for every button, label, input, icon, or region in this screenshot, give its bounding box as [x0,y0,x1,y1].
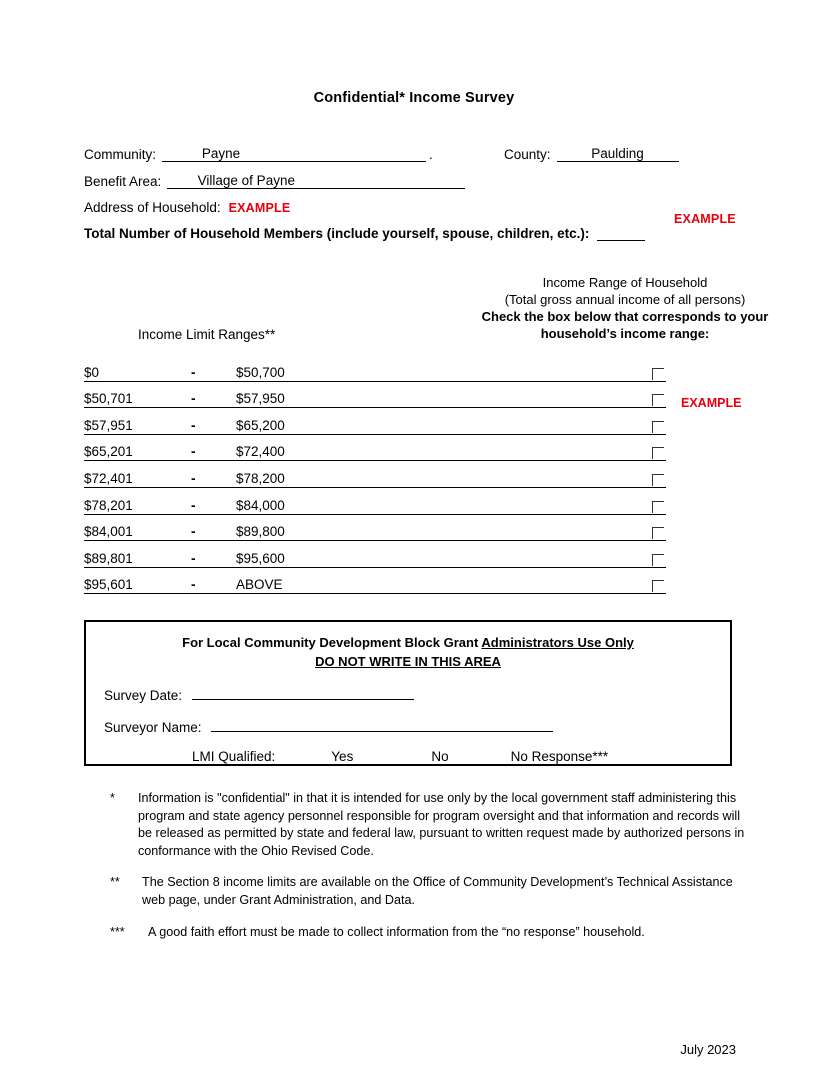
household-members-label: Total Number of Household Members (include yourself, spouse, children, etc.): [84,226,590,241]
range-low: $57,951 [84,417,133,433]
county-value[interactable]: Paulding [557,146,679,162]
benefit-area-extra-rule[interactable] [325,173,465,189]
lmi-qualified-label: LMI Qualified: [192,749,276,764]
benefit-area-row [84,173,465,189]
row-rule [84,434,666,435]
row-rule [84,487,666,488]
range-dash: - [191,364,196,380]
footnote-3-marker: *** [110,924,125,939]
range-low: $72,401 [84,470,133,486]
footnote-2-marker: ** [110,875,120,890]
survey-date-row [104,684,730,703]
table-row [84,387,666,414]
range-high: $84,000 [236,497,285,513]
range-dash: - [191,417,196,433]
income-range-header-line3: Check the box below that corresponds to your [481,309,769,324]
table-row [84,413,666,440]
income-range-header-line4: household’s income range: [540,326,710,341]
footnote-1 [110,790,750,860]
table-row [84,573,666,600]
admin-box-heading [86,633,730,671]
household-members-row [84,225,645,241]
footnote-1-text: Information is "confidential" in that it is intended for use only by the local government staff administering this program and state agency personnel responsible for program oversight and that information and records will be released as permitted by state and federal law, pursuant to written request made by authorized persons in conformance with the Ohio Revised Code. [138,791,745,858]
row-rule [84,593,666,594]
household-members-value[interactable] [597,225,645,241]
admin-heading-part1: For Local Community Development Block Grant [182,635,482,650]
date-stamp: July 2023 [680,1042,736,1057]
footnote-2 [110,874,750,909]
lmi-option-no[interactable]: No [431,749,449,764]
income-limit-ranges-label: Income Limit Ranges** [138,327,276,342]
footnote-3-text: A good faith effort must be made to collect information from the “no response” household. [148,924,645,939]
footnotes [110,790,750,955]
checkbox-income-range[interactable] [652,474,664,486]
surveyor-name-input[interactable] [211,716,553,732]
footnote-2-text: The Section 8 income limits are available on the Office of Community Development’s Technical Assistance web page, under Grant Administration, and Data. [142,875,733,907]
range-high: $95,600 [236,550,285,566]
address-label: Address of Household: [84,200,221,215]
lmi-option-no-response[interactable]: No Response*** [510,749,609,764]
table-row [84,466,666,493]
footnote-1-marker: * [110,791,115,805]
checkbox-income-range[interactable] [652,394,664,406]
range-dash: - [191,577,196,593]
community-label: Community: [84,147,157,162]
range-high: $65,200 [236,417,285,433]
benefit-area-label: Benefit Area: [84,174,162,189]
benefit-area-value[interactable]: Village of Payne [167,173,325,189]
income-range-header [430,274,820,342]
community-extra-rule[interactable] [280,146,426,162]
community-value[interactable]: Payne [162,146,280,162]
household-members-example-tag: EXAMPLE [674,212,736,226]
row-rule [84,514,666,515]
lmi-option-yes[interactable]: Yes [331,749,354,764]
income-ranges-table [84,360,666,599]
address-value-example[interactable]: EXAMPLE [228,201,291,215]
row-rule [84,381,666,382]
row-rule [84,407,666,408]
page-title: Confidential* Income Survey [313,90,515,106]
range-low: $78,201 [84,497,133,513]
range-low: $95,601 [84,577,133,593]
county-field-row [504,146,679,162]
row-rule [84,567,666,568]
row-rule [84,540,666,541]
checkbox-income-range[interactable] [652,501,664,513]
range-low: $84,001 [84,524,133,540]
administrators-use-only-box [84,620,732,766]
community-field-row: Community: Payne . [84,146,433,162]
address-row [84,200,290,215]
range-dash: - [191,497,196,513]
surveyor-name-row [104,716,730,735]
footnote-3 [110,924,750,942]
range-dash: - [191,470,196,486]
income-range-header-line1: Income Range of Household [542,275,708,290]
income-range-example-tag: EXAMPLE [681,396,742,410]
range-high: ABOVE [236,577,283,593]
range-low: $0 [84,364,100,380]
row-rule [84,460,666,461]
lmi-qualified-row [86,749,730,764]
survey-date-label: Survey Date: [104,688,183,703]
checkbox-income-range[interactable] [652,527,664,539]
survey-date-input[interactable] [192,684,414,700]
range-high: $78,200 [236,470,285,486]
range-high: $72,400 [236,444,285,460]
county-label: County: [504,147,551,162]
checkbox-income-range[interactable] [652,554,664,566]
range-dash: - [191,550,196,566]
range-low: $65,201 [84,444,133,460]
admin-heading-line2: DO NOT WRITE IN THIS AREA [315,654,501,669]
checkbox-income-range[interactable] [652,447,664,459]
table-row [84,493,666,520]
range-dash: - [191,524,196,540]
range-high: $89,800 [236,524,285,540]
table-row [84,520,666,547]
surveyor-name-label: Surveyor Name: [104,720,202,735]
income-range-header-line2: (Total gross annual income of all persons) [504,292,746,307]
checkbox-income-range[interactable] [652,580,664,592]
table-row [84,546,666,573]
range-high: $50,700 [236,364,285,380]
range-dash: - [191,391,196,407]
checkbox-income-range[interactable] [652,368,664,380]
range-dash: - [191,444,196,460]
checkbox-income-range[interactable] [652,421,664,433]
table-row [84,440,666,467]
table-row [84,360,666,387]
range-low: $89,801 [84,550,133,566]
admin-heading-part2: Administrators Use Only [481,635,634,650]
range-high: $57,950 [236,391,285,407]
range-low: $50,701 [84,391,133,407]
